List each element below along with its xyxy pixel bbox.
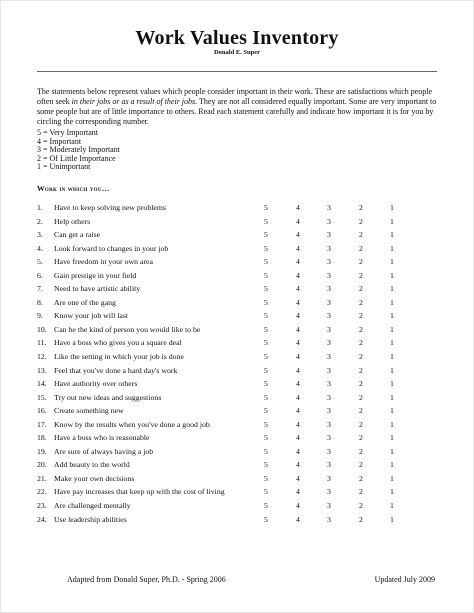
rating-option-4[interactable]: 4 bbox=[296, 460, 300, 470]
rating-option-5[interactable]: 5 bbox=[264, 460, 268, 470]
inventory-item bbox=[37, 420, 447, 434]
inventory-item bbox=[37, 406, 447, 420]
inventory-item bbox=[37, 284, 447, 298]
instructions-paragraph bbox=[37, 87, 442, 127]
scale-item-1: 1 = Unimportant bbox=[37, 162, 91, 172]
rating-option-1[interactable]: 1 bbox=[390, 203, 394, 212]
page-title: Work Values Inventory bbox=[135, 27, 339, 49]
rating-option-3[interactable]: 3 bbox=[327, 243, 331, 253]
inventory-item bbox=[37, 379, 447, 393]
rating-option-5[interactable]: 5 bbox=[264, 419, 268, 429]
rating-option-5[interactable]: 5 bbox=[264, 216, 268, 226]
footer-source: Adapted from Donald Super, Ph.D. - Spring 2006 bbox=[67, 575, 226, 584]
rating-option-2[interactable]: 2 bbox=[359, 446, 363, 456]
rating-option-2[interactable]: 2 bbox=[359, 433, 363, 443]
rating-option-1[interactable]: 1 bbox=[390, 230, 394, 240]
rating-option-4[interactable]: 4 bbox=[296, 338, 300, 348]
rating-option-2[interactable]: 2 bbox=[359, 338, 363, 348]
item-number: 18. bbox=[37, 433, 47, 443]
rating-option-3[interactable]: 3 bbox=[327, 297, 331, 307]
rating-option-5[interactable]: 5 bbox=[264, 433, 268, 443]
rating-option-4[interactable]: 4 bbox=[296, 270, 300, 280]
inventory-item bbox=[37, 203, 447, 217]
rating-option-4[interactable]: 4 bbox=[296, 392, 300, 402]
rating-option-5[interactable]: 5 bbox=[264, 501, 268, 511]
item-statement: Are challenged mentally bbox=[54, 501, 131, 511]
inventory-item bbox=[37, 325, 447, 339]
rating-option-2[interactable]: 2 bbox=[359, 352, 363, 362]
rating-option-4[interactable]: 4 bbox=[296, 487, 300, 497]
rating-option-1[interactable]: 1 bbox=[390, 419, 394, 429]
rating-option-4[interactable]: 4 bbox=[296, 284, 300, 294]
inventory-item bbox=[37, 487, 447, 501]
author-name: Donald E. Super bbox=[213, 49, 261, 56]
rating-option-4[interactable]: 4 bbox=[296, 365, 300, 375]
header-divider bbox=[37, 71, 437, 72]
rating-option-2[interactable]: 2 bbox=[359, 216, 363, 226]
rating-option-4[interactable]: 4 bbox=[296, 243, 300, 253]
rating-option-3[interactable]: 3 bbox=[327, 203, 331, 212]
rating-option-4[interactable]: 4 bbox=[296, 216, 300, 226]
item-statement: Use leadership abilities bbox=[54, 514, 127, 524]
inventory-item bbox=[37, 352, 447, 366]
rating-option-2[interactable]: 2 bbox=[359, 379, 363, 389]
rating-option-5[interactable]: 5 bbox=[264, 230, 268, 240]
rating-option-5[interactable]: 5 bbox=[264, 270, 268, 280]
rating-option-2[interactable]: 2 bbox=[359, 203, 363, 212]
rating-option-4[interactable]: 4 bbox=[296, 473, 300, 483]
item-statement: Add beauty to the world bbox=[54, 460, 130, 470]
item-statement: Know by the results when you've done a good job bbox=[54, 419, 210, 429]
rating-option-3[interactable]: 3 bbox=[327, 257, 331, 267]
footer-updated: Updated July 2009 bbox=[374, 575, 435, 584]
scale-item-3: 3 = Moderately Important bbox=[37, 145, 120, 155]
instructions-text-start: The statements below represent values which people consider important in their work. These are satisfactions which people often seek bbox=[37, 87, 433, 106]
rating-option-3[interactable]: 3 bbox=[327, 514, 331, 524]
rating-option-2[interactable]: 2 bbox=[359, 419, 363, 429]
item-number: 12. bbox=[37, 352, 47, 362]
inventory-item bbox=[37, 271, 447, 285]
rating-option-1[interactable]: 1 bbox=[390, 297, 394, 307]
rating-option-3[interactable]: 3 bbox=[327, 338, 331, 348]
item-number: 1. bbox=[37, 203, 43, 212]
rating-option-5[interactable]: 5 bbox=[264, 324, 268, 334]
rating-option-1[interactable]: 1 bbox=[390, 365, 394, 375]
rating-option-4[interactable]: 4 bbox=[296, 446, 300, 456]
rating-option-1[interactable]: 1 bbox=[390, 514, 394, 524]
inventory-item bbox=[37, 515, 447, 529]
rating-option-2[interactable]: 2 bbox=[359, 473, 363, 483]
rating-option-2[interactable]: 2 bbox=[359, 501, 363, 511]
item-statement: Are one of the gang bbox=[54, 297, 116, 307]
rating-option-1[interactable]: 1 bbox=[390, 406, 394, 416]
rating-option-3[interactable]: 3 bbox=[327, 230, 331, 240]
rating-option-1[interactable]: 1 bbox=[390, 284, 394, 294]
item-statement: Try out new ideas and suggestions bbox=[54, 392, 162, 402]
rating-option-5[interactable]: 5 bbox=[264, 243, 268, 253]
rating-option-1[interactable]: 1 bbox=[390, 243, 394, 253]
item-number: 22. bbox=[37, 487, 47, 497]
rating-option-3[interactable]: 3 bbox=[327, 324, 331, 334]
rating-option-1[interactable]: 1 bbox=[390, 460, 394, 470]
rating-option-5[interactable]: 5 bbox=[264, 257, 268, 267]
item-number: 3. bbox=[37, 230, 43, 240]
item-number: 16. bbox=[37, 406, 47, 416]
item-statement: Can be the kind of person you would like to be bbox=[54, 324, 201, 334]
rating-option-3[interactable]: 3 bbox=[327, 284, 331, 294]
item-number: 13. bbox=[37, 365, 47, 375]
rating-option-1[interactable]: 1 bbox=[390, 311, 394, 321]
rating-option-3[interactable]: 3 bbox=[327, 216, 331, 226]
item-statement: Know your job will last bbox=[54, 311, 129, 321]
rating-scale-legend bbox=[37, 129, 120, 172]
item-statement: Have authority over others bbox=[54, 379, 138, 389]
rating-option-4[interactable]: 4 bbox=[296, 433, 300, 443]
rating-option-2[interactable]: 2 bbox=[359, 514, 363, 524]
rating-option-2[interactable]: 2 bbox=[359, 257, 363, 267]
item-number: 6. bbox=[37, 270, 43, 280]
rating-option-2[interactable]: 2 bbox=[359, 230, 363, 240]
scale-item-5: 5 = Very Important bbox=[37, 128, 99, 137]
rating-option-3[interactable]: 3 bbox=[327, 365, 331, 375]
inventory-item bbox=[37, 217, 447, 231]
item-statement: Look forward to changes in your job bbox=[54, 243, 169, 253]
rating-option-1[interactable]: 1 bbox=[390, 473, 394, 483]
instructions-text-emphasis: in their jobs or as a result of their jobs bbox=[71, 97, 196, 106]
rating-option-5[interactable]: 5 bbox=[264, 365, 268, 375]
rating-option-1[interactable]: 1 bbox=[390, 433, 394, 443]
rating-option-4[interactable]: 4 bbox=[296, 203, 300, 212]
inventory-item bbox=[37, 230, 447, 244]
item-statement: Have pay increases that keep up with the cost of living bbox=[54, 487, 225, 497]
inventory-item bbox=[37, 257, 447, 271]
rating-option-1[interactable]: 1 bbox=[390, 324, 394, 334]
rating-option-5[interactable]: 5 bbox=[264, 311, 268, 321]
rating-option-5[interactable]: 5 bbox=[264, 514, 268, 524]
scale-item-4: 4 = Important bbox=[37, 136, 82, 146]
rating-option-1[interactable]: 1 bbox=[390, 270, 394, 280]
item-number: 8. bbox=[37, 297, 43, 307]
rating-option-5[interactable]: 5 bbox=[264, 446, 268, 456]
rating-option-1[interactable]: 1 bbox=[390, 216, 394, 226]
rating-option-4[interactable]: 4 bbox=[296, 230, 300, 240]
rating-option-1[interactable]: 1 bbox=[390, 379, 394, 389]
rating-option-2[interactable]: 2 bbox=[359, 284, 363, 294]
item-statement: Need to have artistic ability bbox=[54, 284, 141, 294]
rating-option-1[interactable]: 1 bbox=[390, 446, 394, 456]
item-statement: Have freedom in your own area bbox=[54, 257, 153, 267]
rating-option-2[interactable]: 2 bbox=[359, 297, 363, 307]
instructions-text-end: . They are not all considered equally important. Some are very important to some people but are of little importance to others. Read each statement carefully and indicate how important it is for you by circling the corresponding number. bbox=[37, 97, 437, 126]
rating-option-1[interactable]: 1 bbox=[390, 352, 394, 362]
rating-option-4[interactable]: 4 bbox=[296, 419, 300, 429]
inventory-item bbox=[37, 447, 447, 461]
item-number: 15. bbox=[37, 392, 47, 402]
rating-option-4[interactable]: 4 bbox=[296, 379, 300, 389]
rating-option-1[interactable]: 1 bbox=[390, 338, 394, 348]
item-number: 11. bbox=[37, 338, 47, 348]
item-number: 19. bbox=[37, 446, 47, 456]
rating-option-3[interactable]: 3 bbox=[327, 487, 331, 497]
section-heading: Work in which you… bbox=[37, 184, 110, 193]
rating-option-3[interactable]: 3 bbox=[327, 501, 331, 511]
rating-option-2[interactable]: 2 bbox=[359, 460, 363, 470]
rating-option-3[interactable]: 3 bbox=[327, 392, 331, 402]
rating-option-3[interactable]: 3 bbox=[327, 446, 331, 456]
item-statement: Can get a raise bbox=[54, 230, 101, 240]
rating-option-5[interactable]: 5 bbox=[264, 379, 268, 389]
item-number: 7. bbox=[37, 284, 43, 294]
rating-option-5[interactable]: 5 bbox=[264, 297, 268, 307]
rating-option-5[interactable]: 5 bbox=[264, 203, 268, 212]
item-number: 14. bbox=[37, 379, 47, 389]
rating-option-3[interactable]: 3 bbox=[327, 419, 331, 429]
item-number: 5. bbox=[37, 257, 43, 267]
rating-option-4[interactable]: 4 bbox=[296, 297, 300, 307]
inventory-item bbox=[37, 298, 447, 312]
item-statement: Have to keep solving new problems bbox=[54, 203, 166, 212]
inventory-item-list bbox=[37, 203, 447, 528]
item-number: 17. bbox=[37, 419, 47, 429]
rating-option-4[interactable]: 4 bbox=[296, 501, 300, 511]
inventory-item bbox=[37, 244, 447, 258]
rating-option-1[interactable]: 1 bbox=[390, 392, 394, 402]
inventory-item bbox=[37, 460, 447, 474]
rating-option-4[interactable]: 4 bbox=[296, 514, 300, 524]
inventory-item bbox=[37, 366, 447, 380]
rating-option-1[interactable]: 1 bbox=[390, 257, 394, 267]
rating-option-2[interactable]: 2 bbox=[359, 243, 363, 253]
inventory-item bbox=[37, 474, 447, 488]
rating-option-5[interactable]: 5 bbox=[264, 284, 268, 294]
scale-item-2: 2 = Of Little Importance bbox=[37, 153, 116, 163]
rating-option-3[interactable]: 3 bbox=[327, 460, 331, 470]
rating-option-5[interactable]: 5 bbox=[264, 392, 268, 402]
item-number: 2. bbox=[37, 216, 43, 226]
rating-option-5[interactable]: 5 bbox=[264, 473, 268, 483]
item-statement: Have a boss who is reasonable bbox=[54, 433, 150, 443]
rating-option-2[interactable]: 2 bbox=[359, 487, 363, 497]
rating-option-3[interactable]: 3 bbox=[327, 433, 331, 443]
inventory-item bbox=[37, 433, 447, 447]
rating-option-2[interactable]: 2 bbox=[359, 270, 363, 280]
item-number: 10. bbox=[37, 324, 47, 334]
rating-option-1[interactable]: 1 bbox=[390, 501, 394, 511]
inventory-item bbox=[37, 393, 447, 407]
rating-option-4[interactable]: 4 bbox=[296, 406, 300, 416]
item-statement: Like the setting in which your job is done bbox=[54, 352, 184, 362]
rating-option-3[interactable]: 3 bbox=[327, 311, 331, 321]
item-statement: Create something new bbox=[54, 406, 124, 416]
rating-option-3[interactable]: 3 bbox=[327, 352, 331, 362]
item-number: 21. bbox=[37, 473, 47, 483]
item-statement: Are sure of always having a job bbox=[54, 446, 154, 456]
item-statement: Feel that you've done a hard day's work bbox=[54, 365, 178, 375]
item-number: 23. bbox=[37, 501, 47, 511]
rating-option-5[interactable]: 5 bbox=[264, 352, 268, 362]
rating-option-4[interactable]: 4 bbox=[296, 257, 300, 267]
rating-option-4[interactable]: 4 bbox=[296, 311, 300, 321]
rating-option-4[interactable]: 4 bbox=[296, 352, 300, 362]
item-number: 24. bbox=[37, 514, 47, 524]
rating-option-2[interactable]: 2 bbox=[359, 311, 363, 321]
inventory-item bbox=[37, 338, 447, 352]
rating-option-5[interactable]: 5 bbox=[264, 487, 268, 497]
rating-option-1[interactable]: 1 bbox=[390, 487, 394, 497]
item-number: 4. bbox=[37, 243, 43, 253]
item-statement: Have a boss who gives you a square deal bbox=[54, 338, 182, 348]
rating-option-5[interactable]: 5 bbox=[264, 338, 268, 348]
item-statement: Make your own decisions bbox=[54, 473, 135, 483]
rating-option-3[interactable]: 3 bbox=[327, 406, 331, 416]
inventory-item bbox=[37, 311, 447, 325]
rating-option-4[interactable]: 4 bbox=[296, 324, 300, 334]
rating-option-5[interactable]: 5 bbox=[264, 406, 268, 416]
item-statement: Help others bbox=[54, 216, 91, 226]
item-number: 20. bbox=[37, 460, 47, 470]
rating-option-2[interactable]: 2 bbox=[359, 392, 363, 402]
inventory-item bbox=[37, 501, 447, 515]
rating-option-2[interactable]: 2 bbox=[359, 406, 363, 416]
item-statement: Gain prestige in your field bbox=[54, 270, 137, 280]
rating-option-3[interactable]: 3 bbox=[327, 270, 331, 280]
item-number: 9. bbox=[37, 311, 43, 321]
rating-option-2[interactable]: 2 bbox=[359, 324, 363, 334]
rating-option-3[interactable]: 3 bbox=[327, 379, 331, 389]
rating-option-2[interactable]: 2 bbox=[359, 365, 363, 375]
rating-option-3[interactable]: 3 bbox=[327, 473, 331, 483]
